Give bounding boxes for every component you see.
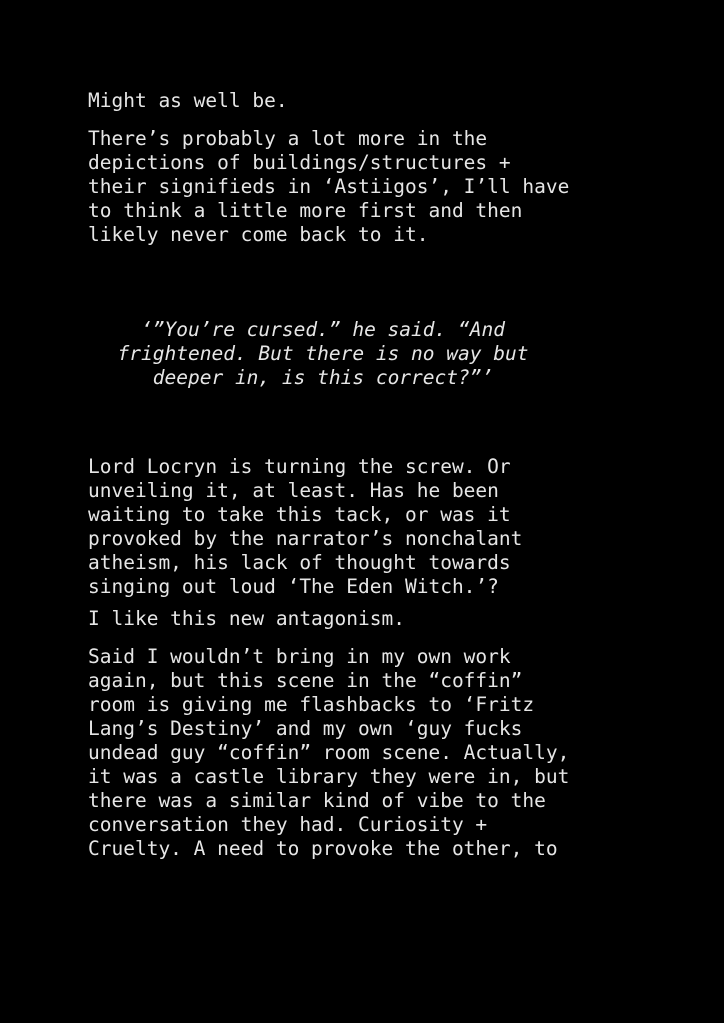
text-line: singing out loud ‘The Eden Witch.’? bbox=[88, 575, 499, 598]
paragraph-lord-locryn bbox=[88, 455, 718, 599]
text-line: there was a similar kind of vibe to the bbox=[88, 789, 546, 812]
text-line: There’s probably a lot more in the bbox=[88, 127, 488, 150]
text-line: likely never come back to it. bbox=[88, 223, 429, 246]
text-line: provoked by the narrator’s nonchalant bbox=[88, 527, 523, 550]
quote-line: frightened. But there is no way but bbox=[117, 342, 529, 365]
text-line: atheism, his lack of thought towards bbox=[88, 551, 511, 574]
text-line: to think a little more first and then bbox=[88, 199, 523, 222]
quote-line: deeper in, is this correct?”’ bbox=[152, 366, 494, 389]
text-line: unveiling it, at least. Has he been bbox=[88, 479, 499, 502]
text-line: I like this new antagonism. bbox=[88, 607, 405, 630]
paragraph-own-work bbox=[88, 645, 718, 861]
text-line: Lang’s Destiny’ and my own ‘guy fucks bbox=[88, 717, 523, 740]
text-line: Said I wouldn’t bring in my own work bbox=[88, 645, 511, 668]
text-line: Cruelty. A need to provoke the other, to bbox=[88, 837, 558, 860]
text-line: conversation they had. Curiosity + bbox=[88, 813, 488, 836]
quote-line: ‘”You’re cursed.” he said. “And bbox=[141, 318, 505, 341]
text-line: depictions of buildings/structures + bbox=[88, 151, 511, 174]
paragraph-astiigos-structures bbox=[88, 127, 718, 247]
text-line: Might as well be. bbox=[88, 89, 288, 112]
text-line: it was a castle library they were in, but bbox=[88, 765, 570, 788]
block-quote bbox=[88, 318, 558, 390]
paragraph-might-as-well bbox=[88, 89, 718, 113]
text-line: Lord Locryn is turning the screw. Or bbox=[88, 455, 511, 478]
text-line: waiting to take this tack, or was it bbox=[88, 503, 511, 526]
text-line: again, but this scene in the “coffin” bbox=[88, 669, 523, 692]
text-line: room is giving me flashbacks to ‘Fritz bbox=[88, 693, 535, 716]
text-line: their signifieds in ‘Astiigos’, I’ll have bbox=[88, 175, 570, 198]
paragraph-antagonism bbox=[88, 607, 718, 631]
text-line: undead guy “coffin” room scene. Actually, bbox=[88, 741, 570, 764]
